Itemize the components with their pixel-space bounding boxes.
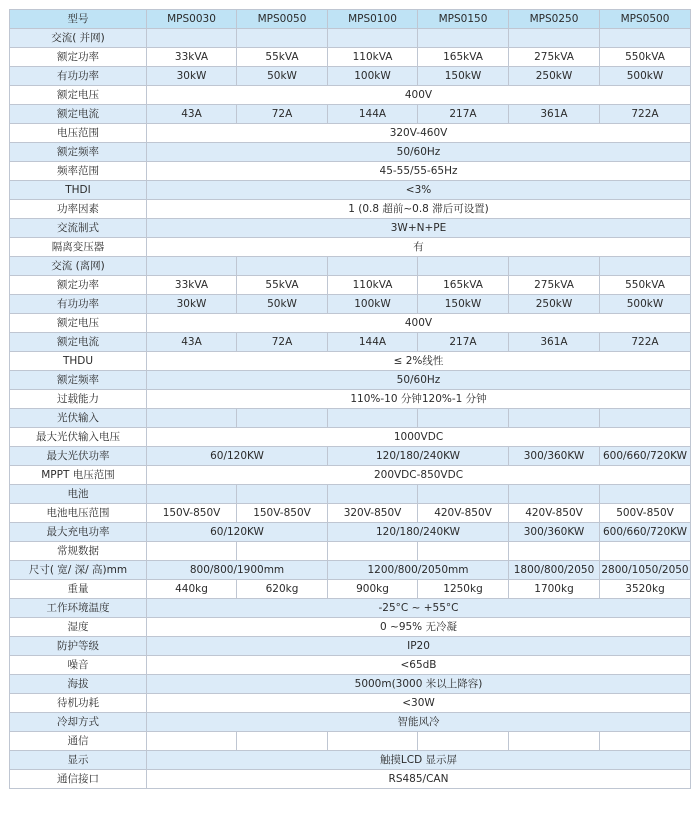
table-row bbox=[10, 200, 691, 219]
row-label-cell: 电压范围 bbox=[10, 124, 147, 143]
row-label-cell: 工作环境温度 bbox=[10, 599, 147, 618]
merged-value-cell: 800/800/1900mm bbox=[147, 561, 328, 580]
value-cell: 43A bbox=[147, 333, 237, 352]
table-row bbox=[10, 523, 691, 542]
merged-value-cell: <65dB bbox=[147, 656, 691, 675]
table-row bbox=[10, 599, 691, 618]
row-label-cell: 额定电压 bbox=[10, 86, 147, 105]
merged-value-cell: 60/120KW bbox=[147, 447, 328, 466]
value-cell: 600/660/720KW bbox=[600, 447, 691, 466]
row-label-cell: 尺寸( 宽/ 深/ 高)mm bbox=[10, 561, 147, 580]
table-row bbox=[10, 276, 691, 295]
value-cell: 620kg bbox=[237, 580, 328, 599]
value-cell: 900kg bbox=[328, 580, 418, 599]
value-cell: 50kW bbox=[237, 67, 328, 86]
value-cell: 275kVA bbox=[509, 276, 600, 295]
value-cell: 150V-850V bbox=[147, 504, 237, 523]
row-label-cell: 通信 bbox=[10, 732, 147, 751]
section-row bbox=[10, 409, 691, 428]
value-cell: 150V-850V bbox=[237, 504, 328, 523]
row-label-cell: 光伏输入 bbox=[10, 409, 147, 428]
row-label-cell: 额定电流 bbox=[10, 105, 147, 124]
merged-value-cell: 45-55/55-65Hz bbox=[147, 162, 691, 181]
row-label-cell: 显示 bbox=[10, 751, 147, 770]
table-row bbox=[10, 694, 691, 713]
table-row bbox=[10, 333, 691, 352]
empty-cell bbox=[328, 485, 418, 504]
section-row bbox=[10, 732, 691, 751]
table-row bbox=[10, 580, 691, 599]
empty-cell bbox=[600, 485, 691, 504]
row-label-cell: 海拔 bbox=[10, 675, 147, 694]
empty-cell bbox=[600, 732, 691, 751]
row-label-cell: 额定功率 bbox=[10, 48, 147, 67]
table-row bbox=[10, 314, 691, 333]
value-cell: 1700kg bbox=[509, 580, 600, 599]
value-cell: 300/360KW bbox=[509, 447, 600, 466]
row-label-cell: 交流 (离网) bbox=[10, 257, 147, 276]
table-row bbox=[10, 352, 691, 371]
value-cell: 55kVA bbox=[237, 276, 328, 295]
empty-cell bbox=[600, 542, 691, 561]
value-cell: 600/660/720KW bbox=[600, 523, 691, 542]
value-cell: 55kVA bbox=[237, 48, 328, 67]
table-row bbox=[10, 371, 691, 390]
row-label-cell: 频率范围 bbox=[10, 162, 147, 181]
value-cell: 1800/800/2050 bbox=[509, 561, 600, 580]
value-cell: 250kW bbox=[509, 67, 600, 86]
header-label-cell: 型号 bbox=[10, 10, 147, 29]
row-label-cell: 最大充电功率 bbox=[10, 523, 147, 542]
row-label-cell: 最大光伏功率 bbox=[10, 447, 147, 466]
value-cell: 100kW bbox=[328, 295, 418, 314]
merged-value-cell: RS485/CAN bbox=[147, 770, 691, 789]
table-row bbox=[10, 390, 691, 409]
table-row bbox=[10, 466, 691, 485]
empty-cell bbox=[418, 732, 509, 751]
empty-cell bbox=[237, 257, 328, 276]
value-cell: 110kVA bbox=[328, 48, 418, 67]
table-row bbox=[10, 124, 691, 143]
table-row bbox=[10, 67, 691, 86]
merged-value-cell: <30W bbox=[147, 694, 691, 713]
value-cell: 722A bbox=[600, 105, 691, 124]
value-cell: 3520kg bbox=[600, 580, 691, 599]
value-cell: 250kW bbox=[509, 295, 600, 314]
header-model-cell: MPS0030 bbox=[147, 10, 237, 29]
table-row bbox=[10, 675, 691, 694]
table-row bbox=[10, 770, 691, 789]
table-row bbox=[10, 295, 691, 314]
empty-cell bbox=[600, 257, 691, 276]
value-cell: 110kVA bbox=[328, 276, 418, 295]
row-label-cell: 额定电流 bbox=[10, 333, 147, 352]
table-row bbox=[10, 428, 691, 447]
row-label-cell: 功率因素 bbox=[10, 200, 147, 219]
row-label-cell: 交流制式 bbox=[10, 219, 147, 238]
value-cell: 144A bbox=[328, 105, 418, 124]
value-cell: 420V-850V bbox=[509, 504, 600, 523]
row-label-cell: 电池 bbox=[10, 485, 147, 504]
empty-cell bbox=[237, 542, 328, 561]
empty-cell bbox=[147, 485, 237, 504]
empty-cell bbox=[237, 732, 328, 751]
row-label-cell: 交流( 并网) bbox=[10, 29, 147, 48]
merged-value-cell: 3W+N+PE bbox=[147, 219, 691, 238]
value-cell: 500kW bbox=[600, 67, 691, 86]
merged-value-cell: 有 bbox=[147, 238, 691, 257]
row-label-cell: THDI bbox=[10, 181, 147, 200]
merged-value-cell: 60/120KW bbox=[147, 523, 328, 542]
empty-cell bbox=[509, 29, 600, 48]
empty-cell bbox=[328, 257, 418, 276]
merged-value-cell: 1200/800/2050mm bbox=[328, 561, 509, 580]
empty-cell bbox=[509, 485, 600, 504]
merged-value-cell: -25°C ~ +55°C bbox=[147, 599, 691, 618]
empty-cell bbox=[418, 257, 509, 276]
value-cell: 150kW bbox=[418, 67, 509, 86]
header-model-cell: MPS0500 bbox=[600, 10, 691, 29]
table-row bbox=[10, 713, 691, 732]
value-cell: 150kW bbox=[418, 295, 509, 314]
value-cell: 144A bbox=[328, 333, 418, 352]
section-row bbox=[10, 29, 691, 48]
empty-cell bbox=[147, 257, 237, 276]
row-label-cell: 通信接口 bbox=[10, 770, 147, 789]
value-cell: 72A bbox=[237, 333, 328, 352]
table-row bbox=[10, 181, 691, 200]
value-cell: 72A bbox=[237, 105, 328, 124]
merged-value-cell: 50/60Hz bbox=[147, 143, 691, 162]
table-row bbox=[10, 162, 691, 181]
value-cell: 440kg bbox=[147, 580, 237, 599]
row-label-cell: 最大光伏输入电压 bbox=[10, 428, 147, 447]
empty-cell bbox=[237, 29, 328, 48]
value-cell: 30kW bbox=[147, 67, 237, 86]
value-cell: 217A bbox=[418, 333, 509, 352]
table-row bbox=[10, 637, 691, 656]
value-cell: 420V-850V bbox=[418, 504, 509, 523]
row-label-cell: 额定功率 bbox=[10, 276, 147, 295]
empty-cell bbox=[328, 29, 418, 48]
empty-cell bbox=[147, 732, 237, 751]
merged-value-cell: 400V bbox=[147, 314, 691, 333]
empty-cell bbox=[509, 732, 600, 751]
value-cell: 361A bbox=[509, 333, 600, 352]
row-label-cell: 重量 bbox=[10, 580, 147, 599]
empty-cell bbox=[237, 485, 328, 504]
table-row bbox=[10, 656, 691, 675]
header-model-cell: MPS0100 bbox=[328, 10, 418, 29]
merged-value-cell: ≤ 2%线性 bbox=[147, 352, 691, 371]
value-cell: 50kW bbox=[237, 295, 328, 314]
row-label-cell: 额定电压 bbox=[10, 314, 147, 333]
table-header-row bbox=[10, 10, 691, 29]
value-cell: 1250kg bbox=[418, 580, 509, 599]
section-row bbox=[10, 542, 691, 561]
value-cell: 722A bbox=[600, 333, 691, 352]
empty-cell bbox=[418, 485, 509, 504]
value-cell: 43A bbox=[147, 105, 237, 124]
row-label-cell: 待机功耗 bbox=[10, 694, 147, 713]
table-row bbox=[10, 238, 691, 257]
table-row bbox=[10, 447, 691, 466]
row-label-cell: 噪音 bbox=[10, 656, 147, 675]
value-cell: 500V-850V bbox=[600, 504, 691, 523]
merged-value-cell: 触摸LCD 显示屏 bbox=[147, 751, 691, 770]
header-model-cell: MPS0150 bbox=[418, 10, 509, 29]
merged-value-cell: 110%-10 分钟120%-1 分钟 bbox=[147, 390, 691, 409]
merged-value-cell: 5000m(3000 米以上降容) bbox=[147, 675, 691, 694]
value-cell: 300/360KW bbox=[509, 523, 600, 542]
row-label-cell: THDU bbox=[10, 352, 147, 371]
row-label-cell: 有功功率 bbox=[10, 295, 147, 314]
value-cell: 320V-850V bbox=[328, 504, 418, 523]
value-cell: 550kVA bbox=[600, 276, 691, 295]
merged-value-cell: 0 ~95% 无冷凝 bbox=[147, 618, 691, 637]
value-cell: 550kVA bbox=[600, 48, 691, 67]
row-label-cell: 有功功率 bbox=[10, 67, 147, 86]
empty-cell bbox=[328, 542, 418, 561]
merged-value-cell: 400V bbox=[147, 86, 691, 105]
empty-cell bbox=[509, 409, 600, 428]
table-row bbox=[10, 48, 691, 67]
spec-sheet bbox=[9, 9, 691, 789]
header-model-cell: MPS0050 bbox=[237, 10, 328, 29]
value-cell: 2800/1050/2050 bbox=[600, 561, 691, 580]
row-label-cell: 额定频率 bbox=[10, 143, 147, 162]
empty-cell bbox=[418, 542, 509, 561]
value-cell: 165kVA bbox=[418, 276, 509, 295]
table-row bbox=[10, 86, 691, 105]
row-label-cell: 额定频率 bbox=[10, 371, 147, 390]
row-label-cell: 冷却方式 bbox=[10, 713, 147, 732]
merged-value-cell: 1 (0.8 超前~0.8 滞后可设置) bbox=[147, 200, 691, 219]
value-cell: 217A bbox=[418, 105, 509, 124]
empty-cell bbox=[147, 409, 237, 428]
empty-cell bbox=[147, 29, 237, 48]
empty-cell bbox=[509, 257, 600, 276]
merged-value-cell: 智能风冷 bbox=[147, 713, 691, 732]
value-cell: 500kW bbox=[600, 295, 691, 314]
merged-value-cell: 120/180/240KW bbox=[328, 447, 509, 466]
value-cell: 361A bbox=[509, 105, 600, 124]
row-label-cell: 常规数据 bbox=[10, 542, 147, 561]
empty-cell bbox=[328, 409, 418, 428]
table-row bbox=[10, 143, 691, 162]
empty-cell bbox=[418, 409, 509, 428]
table-row bbox=[10, 105, 691, 124]
empty-cell bbox=[328, 732, 418, 751]
spec-table bbox=[9, 9, 691, 789]
row-label-cell: 隔离变压器 bbox=[10, 238, 147, 257]
row-label-cell: 过载能力 bbox=[10, 390, 147, 409]
value-cell: 33kVA bbox=[147, 276, 237, 295]
value-cell: 30kW bbox=[147, 295, 237, 314]
empty-cell bbox=[600, 409, 691, 428]
table-row bbox=[10, 561, 691, 580]
row-label-cell: 防护等级 bbox=[10, 637, 147, 656]
header-model-cell: MPS0250 bbox=[509, 10, 600, 29]
value-cell: 165kVA bbox=[418, 48, 509, 67]
row-label-cell: MPPT 电压范围 bbox=[10, 466, 147, 485]
row-label-cell: 电池电压范围 bbox=[10, 504, 147, 523]
table-row bbox=[10, 219, 691, 238]
merged-value-cell: 320V-460V bbox=[147, 124, 691, 143]
merged-value-cell: 120/180/240KW bbox=[328, 523, 509, 542]
table-row bbox=[10, 751, 691, 770]
value-cell: 100kW bbox=[328, 67, 418, 86]
merged-value-cell: 200VDC-850VDC bbox=[147, 466, 691, 485]
merged-value-cell: IP20 bbox=[147, 637, 691, 656]
value-cell: 275kVA bbox=[509, 48, 600, 67]
row-label-cell: 湿度 bbox=[10, 618, 147, 637]
table-row bbox=[10, 504, 691, 523]
empty-cell bbox=[418, 29, 509, 48]
section-row bbox=[10, 257, 691, 276]
empty-cell bbox=[147, 542, 237, 561]
empty-cell bbox=[509, 542, 600, 561]
empty-cell bbox=[600, 29, 691, 48]
merged-value-cell: 50/60Hz bbox=[147, 371, 691, 390]
merged-value-cell: 1000VDC bbox=[147, 428, 691, 447]
table-row bbox=[10, 618, 691, 637]
empty-cell bbox=[237, 409, 328, 428]
merged-value-cell: <3% bbox=[147, 181, 691, 200]
value-cell: 33kVA bbox=[147, 48, 237, 67]
section-row bbox=[10, 485, 691, 504]
